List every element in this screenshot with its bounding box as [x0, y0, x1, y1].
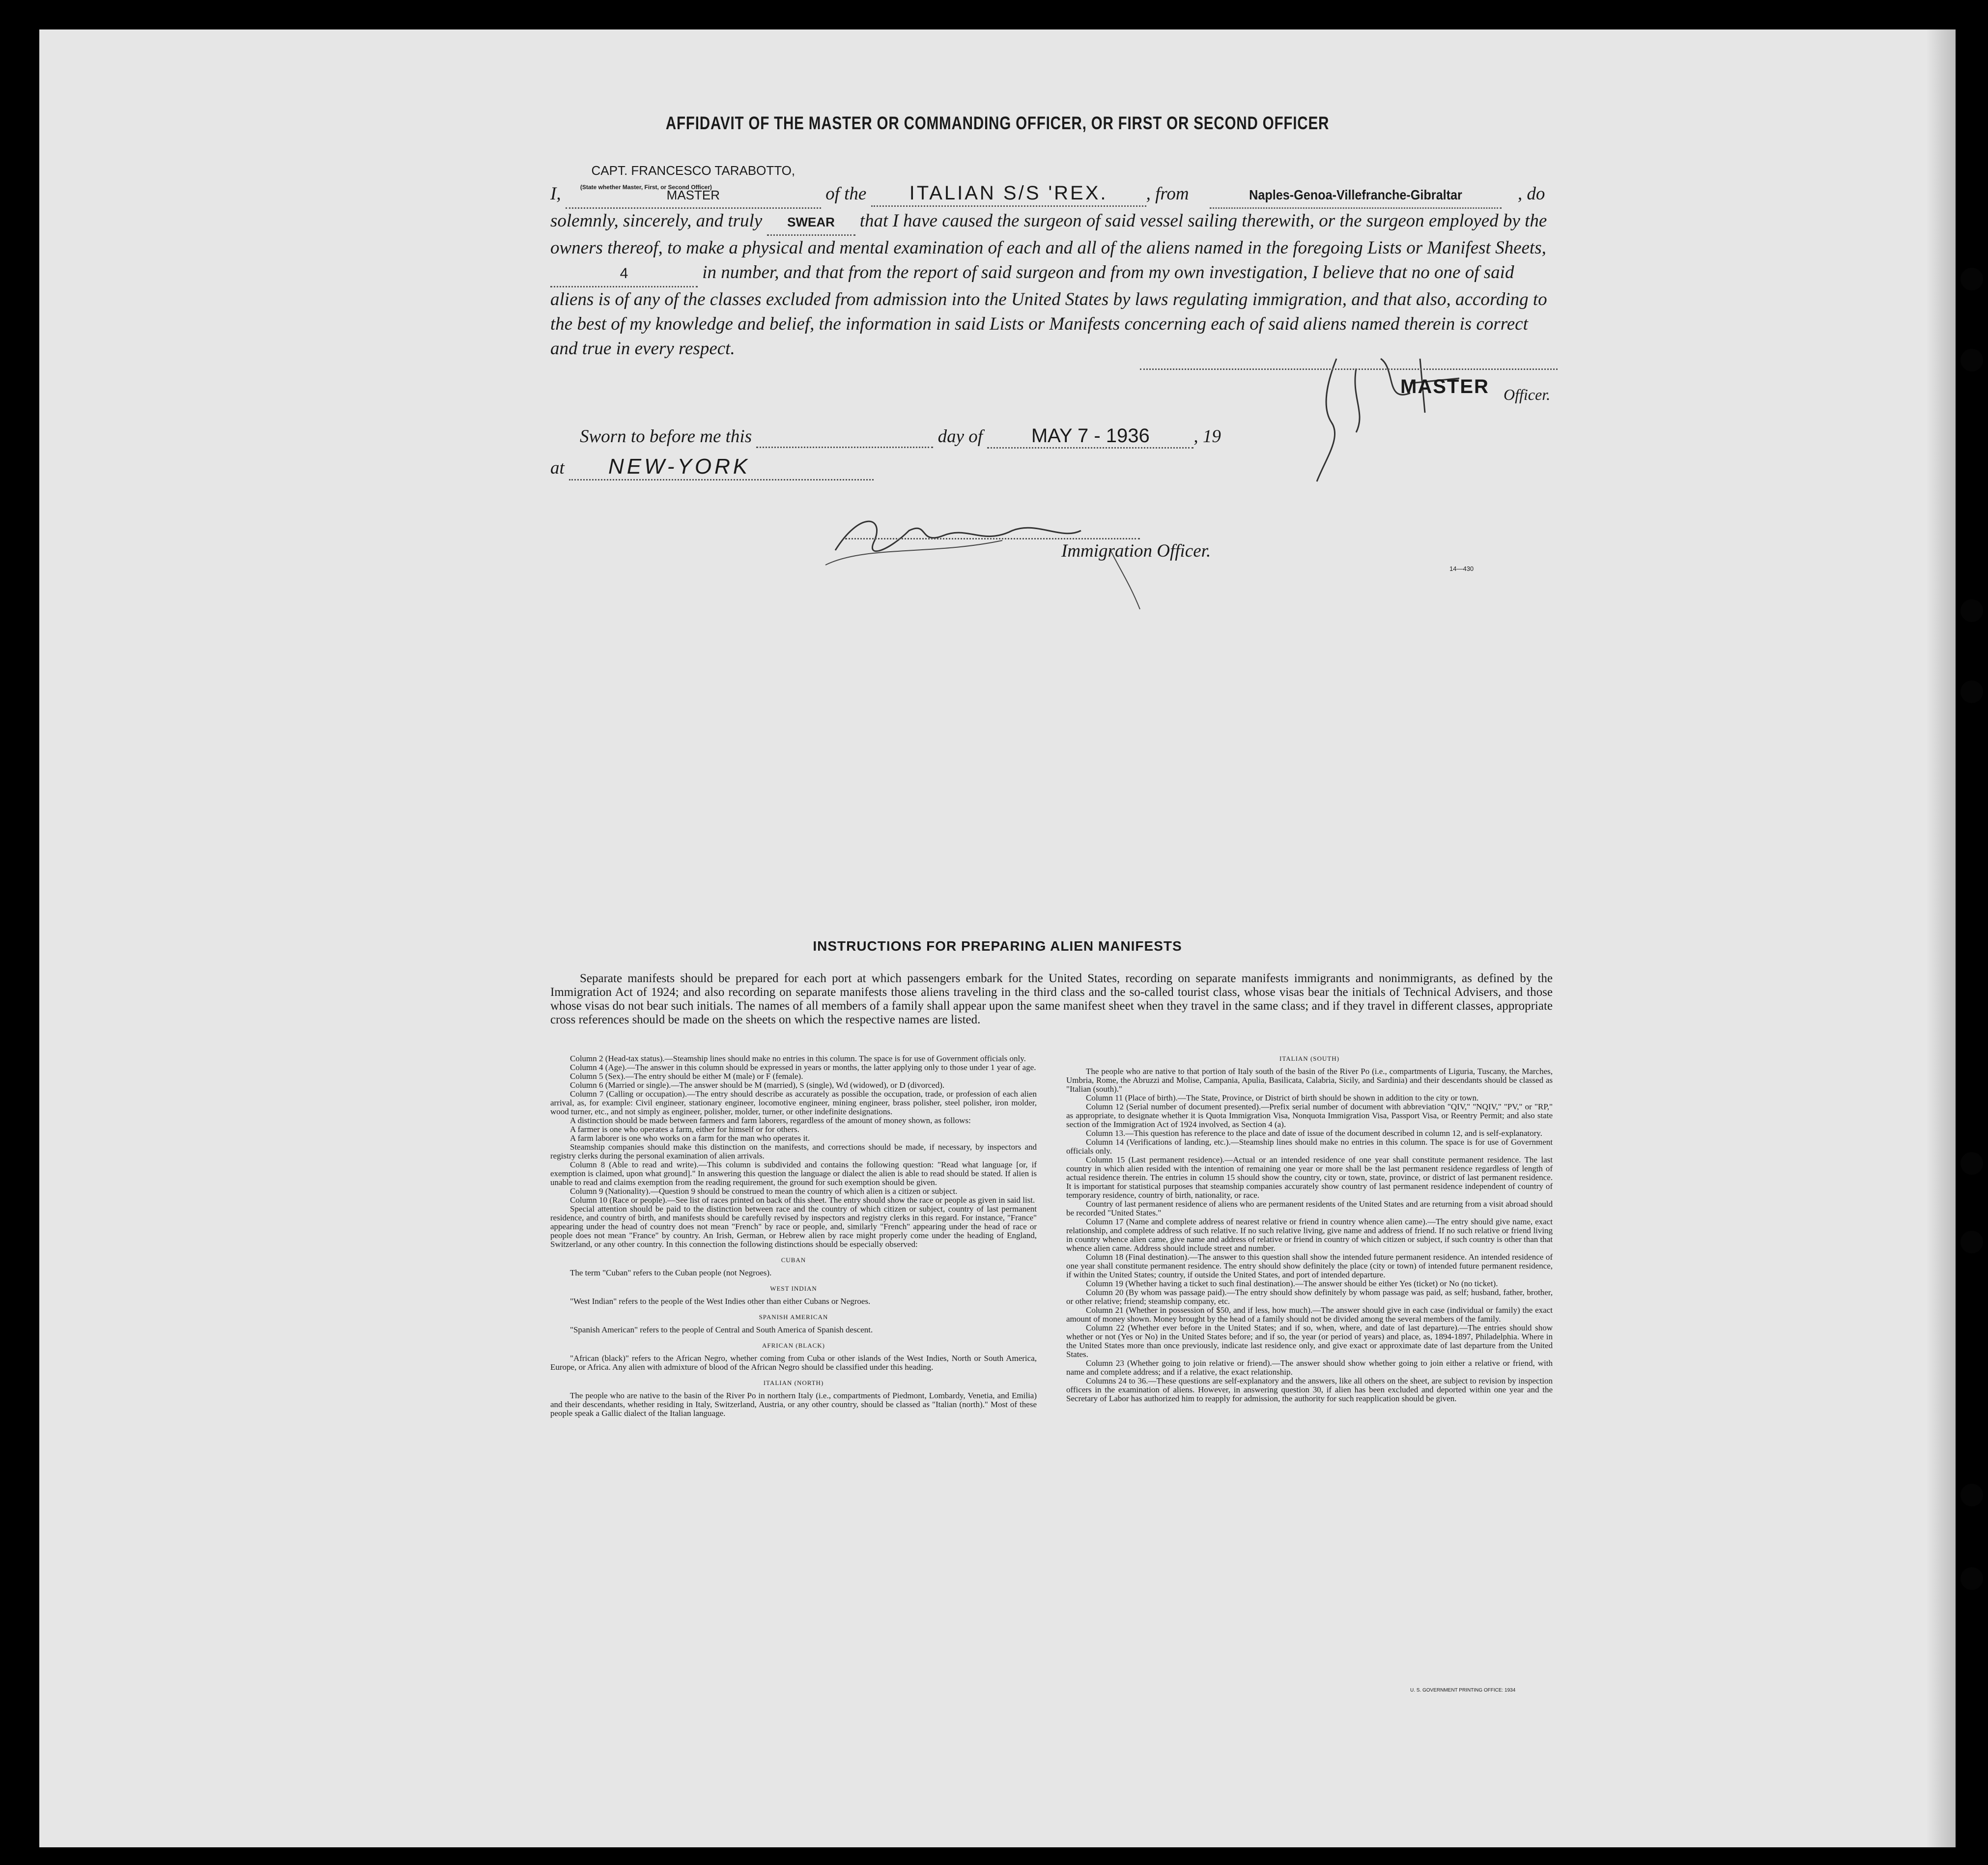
- affidavit-text-from: , from: [1146, 184, 1189, 204]
- left-paragraph: Special attention should be paid to the distinction between race and the country of which citizen or subject, country of last permanent residence, and country of birth, and manifests should be carefully revised by inspectors and registry clerks in this regard. For instance, "France" appearing under the head of country does not mean "French" by race or people, and, similarly "French" appearing under the head of race or people does not mean "France" by country. An Irish, German, or Hebrew alien by race might properly come under the heading of England, Switzerland, or any other country. In this connection the following distinctions should be especially observed:: [550, 1204, 1037, 1249]
- right-paragraph: Column 22 (Whether ever before in the United States; and if so, when, where, and date of last departure).—The entries should show whether or not (Yes or No) in the United States before; and if so, the year (or period of years) and place, as, 1894-1897, Philadelphia. Where in the United States more than once previously, indicate last residence only, and give exact or approximate date of last departure from the United States.: [1066, 1323, 1553, 1359]
- binder-hole: [1960, 268, 1983, 290]
- binder-hole: [1960, 680, 1983, 703]
- heading-african: AFRICAN (BLACK): [762, 1342, 825, 1349]
- affidavit-text-investigation: in number, and that from the report of said surgeon and from my own investigation, I believe that no one of said aliens is of any of the classes excluded from admission into the United States by laws regulating immigration, and that also, according to the best of my knowledge and belief, the information in said Lists or Manifests concerning each of said aliens named therein is correct and true in every respect.: [550, 262, 1547, 359]
- instructions-right-column: [1066, 1054, 1553, 1403]
- printing-office-note: U. S. GOVERNMENT PRINTING OFFICE: 1934: [1410, 1688, 1516, 1693]
- right-paragraph: Column 19 (Whether having a ticket to such final destination).—The answer should be either Yes (ticket) or No (no ticket).: [1086, 1279, 1498, 1288]
- route-field: Naples-Genoa-Villefranche-Gibraltar: [1210, 183, 1502, 209]
- italian-north-definition: The people who are native to the basin of the River Po in northern Italy (i.e., compartments of Piedmont, Lombardy, Venetia, and Emilia) and their descendants, whether residing in Italy, Switzerland, Austria, or any other country, should be classed as "Italian (north)." Most of these people speak a Gallic dialect of the Italian language.: [550, 1391, 1037, 1418]
- master-signature: [1297, 339, 1553, 491]
- binder-hole: [1960, 1484, 1983, 1506]
- left-paragraph: Column 7 (Calling or occupation).—The entry should describe as accurately as possible the occupation, trade, or profession of each alien arrival, as, for example: Civil engineer, stationary engineer, locomotive engineer, mining engineer, brass polisher, steel polisher, iron molder, wood turner, etc., and not simply as engineer, polisher, molder, turner, or other indefinite designations.: [550, 1089, 1037, 1116]
- ship-name-field: ITALIAN S/S 'REX.: [871, 181, 1146, 207]
- right-paragraph: Column 17 (Name and complete address of nearest relative or friend in country whence alien came).—The entry should give name, exact relationship, and complete address of such relative. If no such relative living, give name and address of friend. If no such relative or friend living in country whence alien came, give name and address of relative or friend in country of which citizen or subject, if such country is other than that whence alien came. Address should include street and number.: [1066, 1217, 1553, 1253]
- right-paragraph: Columns 24 to 36.—These questions are self-explanatory and the answers, like all others on the sheet, are subject to revision by inspection officers in the examination of aliens. However, in answering question 30, if alien has been excluded and deported within one year and the Secretary of Labor has authorized him to reapply for admission, the authority for such reapplication should be given.: [1066, 1376, 1553, 1403]
- sworn-row: [580, 425, 1268, 449]
- year-prefix: , 19: [1193, 426, 1221, 447]
- right-paragraph: Column 21 (Whether in possession of $50, and if less, how much).—The answer should give in each case (individual or family) the exact amount of money shown. Money brought by the head of a family should not be divided among the several members of the family.: [1066, 1305, 1553, 1324]
- sworn-date-field: MAY 7 - 1936: [987, 425, 1193, 449]
- left-paragraph: A farmer is one who operates a farm, either for himself or for others.: [570, 1125, 799, 1134]
- left-paragraph: Column 2 (Head-tax status).—Steamship lines should make no entries in this column. The space is for use of Government officials only.: [570, 1054, 1026, 1063]
- right-paragraph: Column 13.—This question has reference to the place and date of issue of the document described in column 12, and is self-explanatory.: [1086, 1129, 1542, 1138]
- right-paragraph: Column 14 (Verifications of landing, etc.).—Steamship lines should make no entries in this column. The space is for use of Government officials only.: [1066, 1137, 1553, 1156]
- binder-hole: [1960, 1152, 1983, 1175]
- left-paragraph: Column 9 (Nationality).—Question 9 should be construed to mean the country of which alien is a citizen or subject.: [570, 1187, 958, 1196]
- right-paragraph: Column 23 (Whether going to join relative or friend).—The answer should show whether going to join either a relative or friend, with name and complete address; and if a relative, the exact relationship.: [1066, 1358, 1553, 1377]
- affidavit-text-i: I,: [550, 184, 561, 204]
- spanish-american-definition: "Spanish American" refers to the people of Central and South America of Spanish descent.: [570, 1325, 873, 1334]
- heading-cuban: CUBAN: [781, 1256, 806, 1264]
- heading-west-indian: WEST INDIAN: [770, 1285, 817, 1292]
- left-paragraph: A farm laborer is one who works on a farm for the man who operates it.: [570, 1133, 810, 1143]
- left-paragraph: Column 6 (Married or single).—The answer should be M (married), S (single), Wd (widowed), or D (divorced).: [570, 1080, 945, 1090]
- binder-hole: [1960, 349, 1983, 371]
- instructions-left-column: [550, 1054, 1037, 1418]
- heading-italian-south: ITALIAN (SOUTH): [1279, 1055, 1339, 1062]
- binder-hole: [1960, 1567, 1983, 1590]
- manifest-page: [39, 29, 1956, 1847]
- affidavit-body: [550, 158, 1553, 361]
- master-note: (State whether Master, First, or Second Officer): [580, 184, 712, 191]
- right-paragraph: Country of last permanent residence of aliens who are permanent residents of the United States and are returning from a visit abroad should be recorded "United States.": [1066, 1199, 1553, 1217]
- african-definition: "African (black)" refers to the African Negro, whether coming from Cuba or other islands of the West Indies, North or South America, Europe, or Africa. Any alien with admixture of blood of the African Negro should be classified under this heading.: [550, 1354, 1037, 1372]
- immigration-signature-line: [845, 538, 1140, 539]
- place-field: NEW-YORK: [569, 454, 874, 480]
- left-paragraph: A distinction should be made between farmers and farm laborers, regardless of the amount of money shown, as follows:: [570, 1116, 971, 1125]
- right-paragraph: Column 18 (Final destination).—The answer to this question shall show the intended future permanent residence. An intended residence of one year shall constitute permanent residence. The entry should show definitely the place (city or town) of intended future permanent residence, if within the United States; country, if outside the United States, and port of intended departure.: [1066, 1252, 1553, 1279]
- heading-spanish-american: SPANISH AMERICAN: [759, 1313, 828, 1321]
- left-paragraph: Column 4 (Age).—The answer in this column should be expressed in years or months, the latter applying only to those under 1 year of age.: [570, 1063, 1036, 1072]
- right-paragraph: Column 15 (Last permanent residence).—Actual or an intended residence of one year shall constitute permanent residence. The last country in which alien resided with the intention of remaining one year or more shall be the last permanent residence regardless of length of actual residence therein. The entries in column 15 should show the country, city or town, state, province, or district of last permanent residence. It is important for statistical purposes that steamship companies accurately show country of last permanent residence independent of country of temporary residence, country of birth, nationality, or race.: [1066, 1155, 1553, 1200]
- left-paragraph: Steamship companies should make this distinction on the manifests, and corrections should be made, if necessary, by inspectors and registry clerks during the personal examination of alien arrivals.: [550, 1142, 1037, 1160]
- left-paragraph: Column 5 (Sex).—The entry should be either M (male) or F (female).: [570, 1072, 803, 1081]
- left-paragraph: Column 8 (Able to read and write).—This column is subdivided and contains the following question: "Read what language [or, if exemption is claimed, upon what ground]." In answering this question the language or dialect the alien is able to read should be stated. If alien is unable to read and claims exemption from the reading requirement, the ground for such exemption should be given.: [550, 1160, 1037, 1187]
- place-row: [550, 454, 874, 480]
- master-signature-line: [1140, 368, 1558, 370]
- affidavit-title: AFFIDAVIT OF THE MASTER OR COMMANDING OFFICER, OR FIRST OR SECOND OFFICER: [665, 113, 1330, 133]
- binder-hole: [1960, 599, 1983, 622]
- officer-label: Officer.: [1504, 386, 1551, 403]
- right-paragraph: Column 20 (By whom was passage paid).—The entry should show definitely by whom passage was paid, as self; husband, father, brother, or other relative; friend; steamship company, etc.: [1066, 1288, 1553, 1306]
- sworn-text: Sworn to before me this: [580, 426, 752, 447]
- affidavit-text-of-the: of the: [825, 184, 867, 204]
- master-name-field: [566, 158, 821, 209]
- right-paragraph: Column 12 (Serial number of document presented).—Prefix serial number of document with abbreviation "QIV," "NQIV," "PV," or "RP," as appropriate, to designate whether it is Quota Immigration Visa, Nonquota Immigration Visa, Passport Visa, or Reentry Permit; and also state section of the Immigration Act of 1924 involved, as Section 4 (a).: [1066, 1102, 1553, 1129]
- sworn-day-field: [756, 426, 933, 448]
- left-paragraph: Column 10 (Race or people).—See list of races printed on back of this sheet. The entry should show the race or people as given in said list.: [570, 1195, 1035, 1205]
- at-text: at: [550, 458, 565, 478]
- affidavit-text-do: , do solemnly, sincerely, and truly: [550, 184, 1545, 231]
- heading-italian-north: ITALIAN (NORTH): [763, 1379, 824, 1386]
- right-paragraph: Column 11 (Place of birth).—The State, Province, or District of birth should be shown in addition to the city or town.: [1086, 1093, 1479, 1102]
- cuban-definition: The term "Cuban" refers to the Cuban people (not Negroes).: [570, 1268, 772, 1277]
- form-number: 14—430: [1449, 565, 1474, 572]
- west-indian-definition: "West Indian" refers to the people of the West Indies other than either Cubans or Negroes.: [570, 1297, 871, 1306]
- immigration-officer-label: Immigration Officer.: [1061, 541, 1211, 561]
- swear-field: SWEAR: [767, 210, 855, 236]
- right-paragraph: The people who are native to that portion of Italy south of the basin of the River Po (i.e., compartments of Liguria, Tuscany, the Marches, Umbria, Rome, the Abruzzi and Molise, Campania, Apulia, Basilicata, Calabria, Sicily, and Sardinia) and their descendants should be classed as "Italian (south).": [1066, 1067, 1553, 1094]
- instructions-title: INSTRUCTIONS FOR PREPARING ALIEN MANIFESTS: [813, 938, 1182, 954]
- day-of-text: day of: [937, 426, 983, 447]
- binder-hole: [1960, 1231, 1983, 1253]
- instructions-intro: Separate manifests should be prepared for each port at which passengers embark for the United States, recording on separate manifests immigrants and nonimmigrants, as defined by the Immigration Act of 1924; and also recording on separate manifests those aliens traveling in the third class and the so-called tourist class, whose visas bear the initials of Technical Advisers, and those whose visas do not bear such initials. The names of all members of a family shall appear upon the same manifest sheet when they travel in the same class; and if they travel in different classes, appropriate cross references should be made on the sheets on which the respective names are listed.: [550, 972, 1553, 1026]
- master-title: MASTER: [1400, 376, 1489, 397]
- sheets-count-field: 4: [550, 261, 698, 287]
- master-name-value: CAPT. FRANCESCO TARABOTTO, MASTER: [591, 163, 795, 202]
- affidavit-text-surgeon: that I have caused the surgeon of said vessel sailing therewith, or the surgeon employed by the owners thereof, to make a physical and mental examination of each and all of the aliens named in the foregoing Lists or Manifest Sheets,: [550, 211, 1547, 258]
